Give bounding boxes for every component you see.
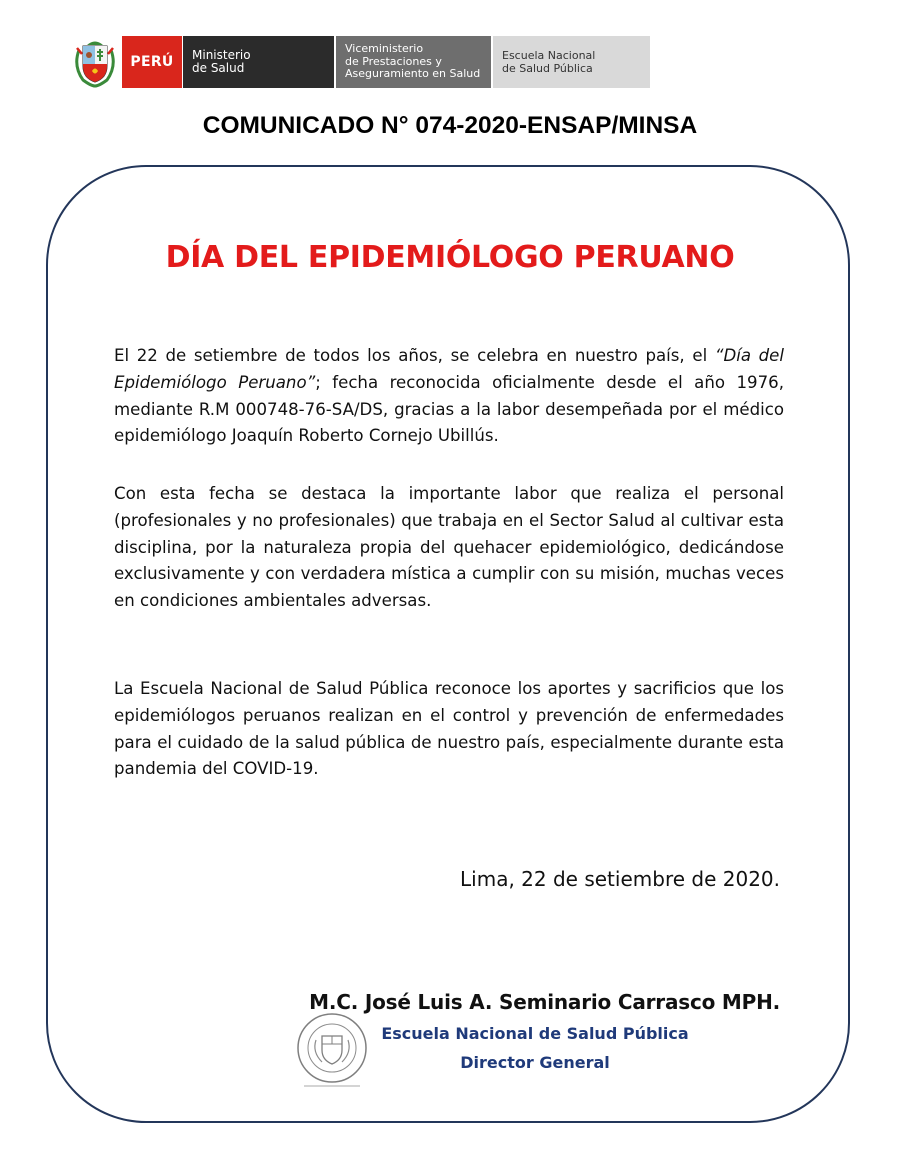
viceministry-line: de Prestaciones y	[345, 54, 442, 68]
paragraph-1-emphasis: “Día del Epidemiólogo Peruano”	[114, 346, 785, 392]
paragraph-1-before: El 22 de setiembre de todos los años, se celebra en nuestro país, el	[114, 346, 715, 365]
content-frame	[46, 165, 850, 1123]
page-title: DÍA DEL EPIDEMIÓLOGO PERUANO	[165, 240, 735, 275]
school-line: Escuela Nacional	[502, 49, 596, 62]
signer-role: Director General	[460, 1053, 610, 1072]
ministry-line: Ministerio	[192, 48, 251, 62]
date-line: Lima, 22 de setiembre de 2020.	[460, 867, 780, 891]
paragraph-2: Con esta fecha se destaca la importante labor que realiza el personal (profesionales y no profesionales) que trabaja en el Sector Salud al cultivar esta disciplina, por la naturaleza propia del quehacer epidemiológico, dedicándose exclusivamente y con verdadera mística a cumplir con su misión, muchas veces en condiciones ambientales adversas.	[114, 484, 784, 611]
signer-organization: Escuela Nacional de Salud Pública	[381, 1024, 689, 1043]
viceministry-line: Aseguramiento en Salud	[345, 67, 481, 81]
ministry-label	[183, 36, 334, 88]
comunicado-number: COMUNICADO N° 074-2020-ENSAP/MINSA	[202, 112, 698, 139]
peru-coat-of-arms-icon	[73, 36, 117, 88]
school-line: de Salud Pública	[502, 62, 593, 75]
official-seal-icon	[292, 1010, 376, 1092]
viceministry-label	[336, 36, 491, 88]
paragraph-1	[114, 343, 784, 450]
signer-name: M.C. José Luis A. Seminario Carrasco MPH.	[309, 990, 780, 1014]
viceministry-line: Viceministerio	[345, 42, 424, 56]
header-banner	[73, 36, 650, 88]
school-label	[493, 36, 650, 88]
ministry-line: de Salud	[192, 61, 245, 75]
paragraph-1-after: ; fecha reconocida oficialmente desde el año 1976, mediante R.M 000748-76-SA/DS, gracias a la labor desempeñada por el médico epidemiólogo Joaquín Roberto Cornejo Ubillús.	[114, 372, 784, 446]
peru-label: PERÚ	[122, 36, 182, 88]
paragraph-3: La Escuela Nacional de Salud Pública reconoce los aportes y sacrificios que los epidemiólogos peruanos realizan en el control y prevención de enfermedades para el cuidado de la salud pública de nuestro país, especialmente durante esta pandemia del COVID-19.	[114, 679, 784, 779]
